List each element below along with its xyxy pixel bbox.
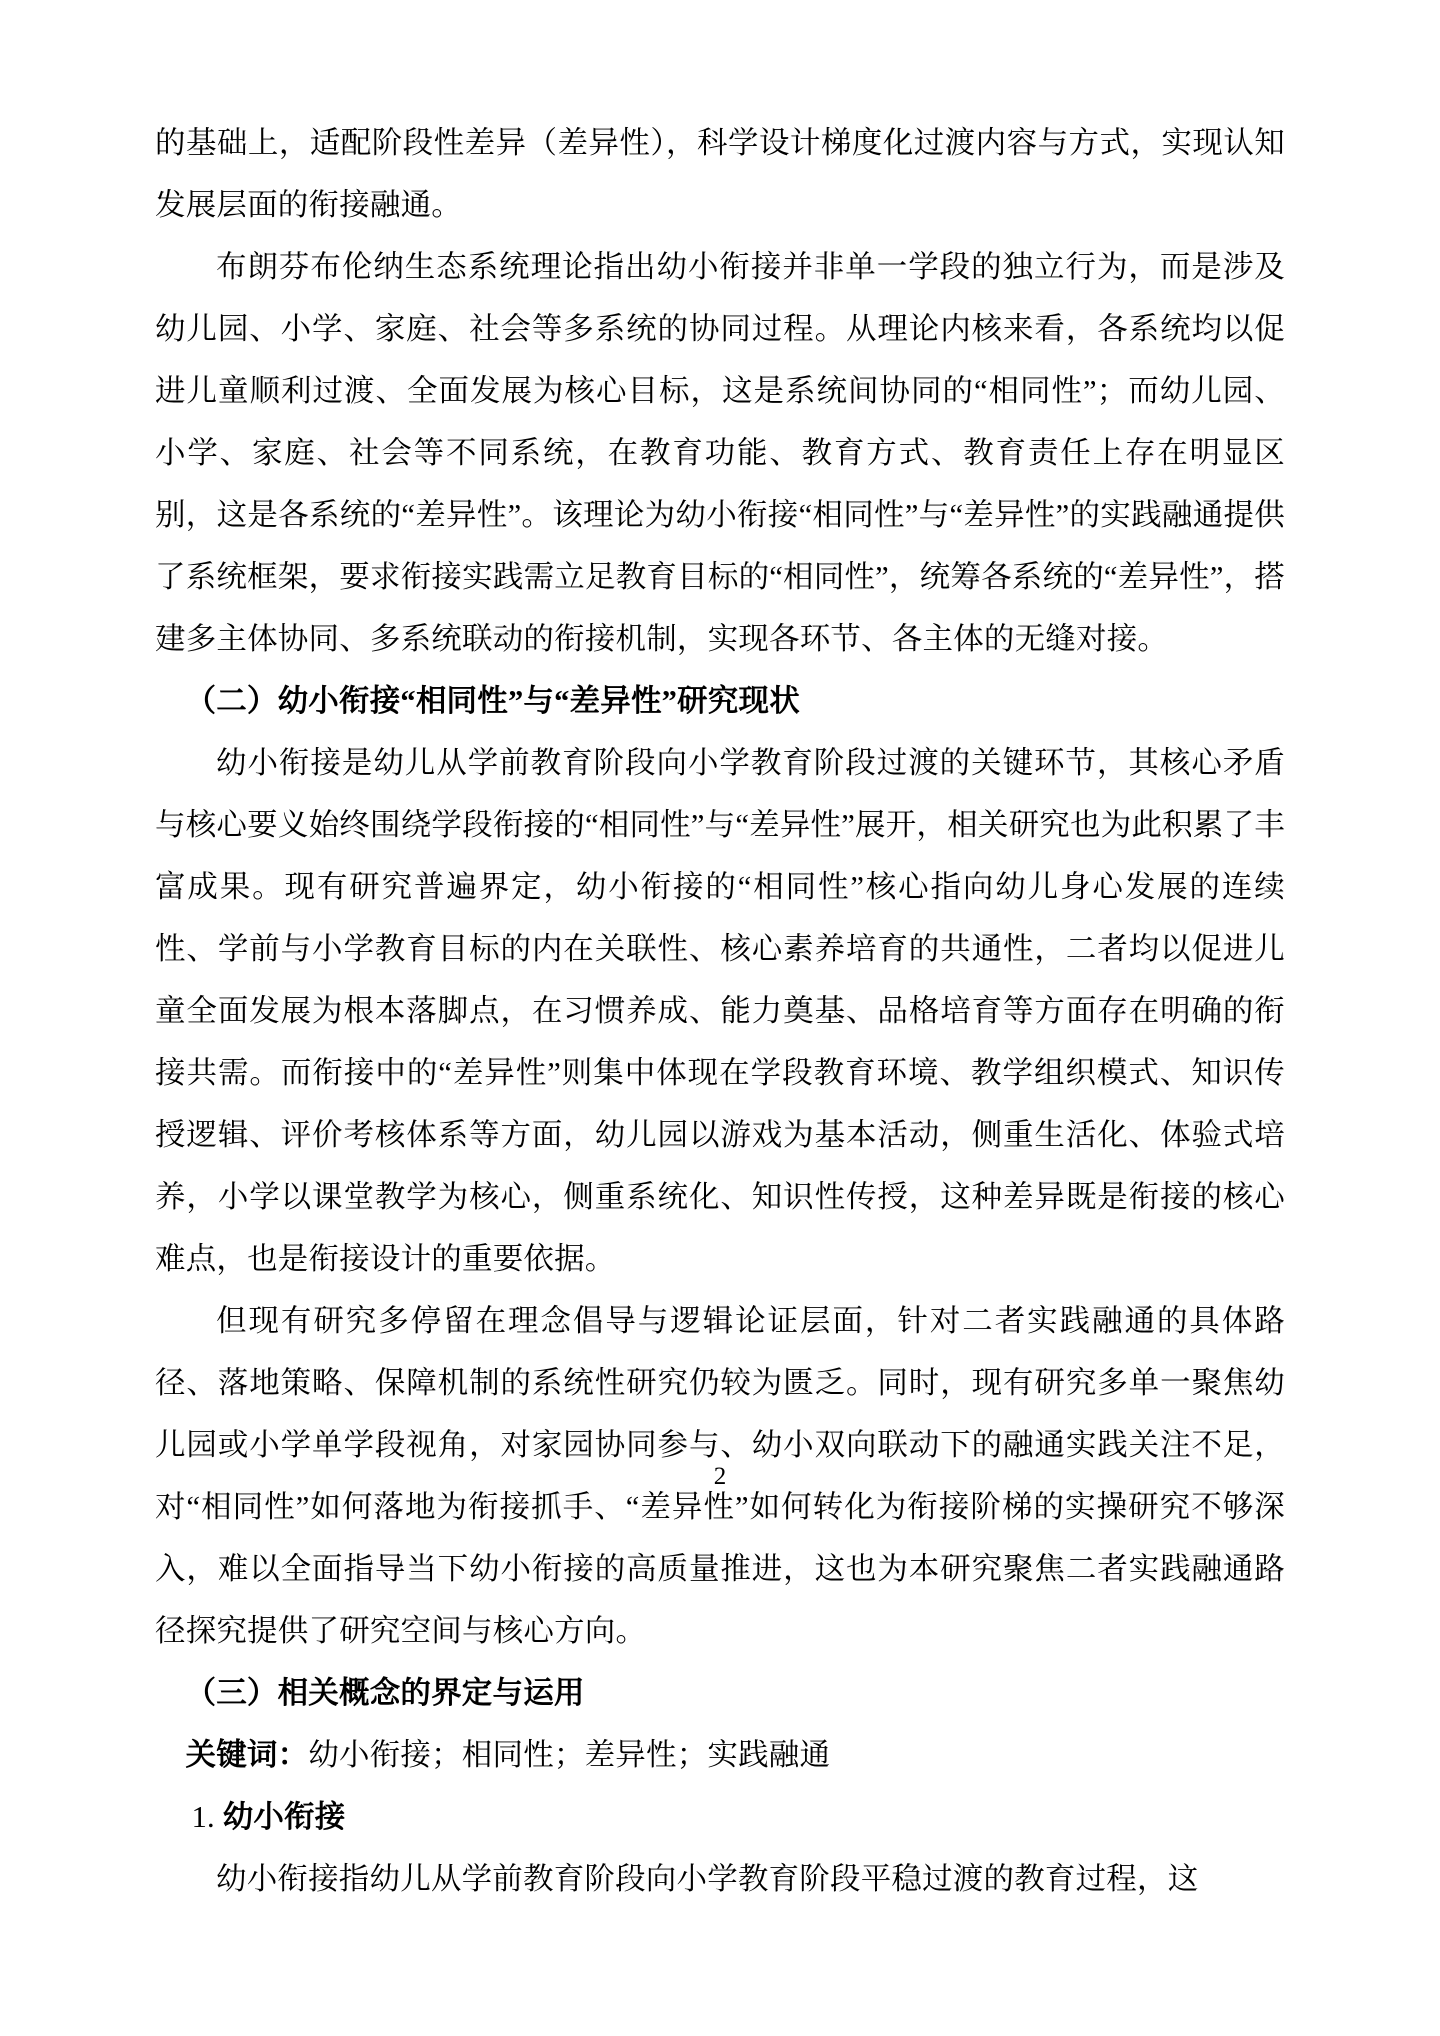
keywords-line (155, 1724, 1285, 1786)
paragraph-research-status-second: 但现有研究多停留在理念倡导与逻辑论证层面，针对二者实践融通的具体路径、落地策略、保障机制的系统性研究仍较为匮乏。同时，现有研究多单一聚焦幼儿园或小学单学段视角，对家园协同参与、幼小双向联动下的融通实践关注不足，对“相同性”如何落地为衔接抓手、“差异性”如何转化为衔接阶梯的实操研究不够深入，难以全面指导当下幼小衔接的高质量推进，这也为本研究聚焦二者实践融通路径探究提供了研究空间与核心方向。 (155, 1304, 1285, 1648)
paragraph-continuation: 的基础上，适配阶段性差异（差异性），科学设计梯度化过渡内容与方式，实现认知发展层面的衔接融通。 (155, 126, 1285, 222)
paragraph-ecological-systems-theory: 布朗芬布伦纳生态系统理论指出幼小衔接并非单一学段的独立行为，而是涉及幼儿园、小学、家庭、社会等多系统的协同过程。从理论内核来看，各系统均以促进儿童顺利过渡、全面发展为核心目标，这是系统间协同的“相同性”；而幼儿园、小学、家庭、社会等不同系统，在教育功能、教育方式、教育责任上存在明显区别，这是各系统的“差异性”。该理论为幼小衔接“相同性”与“差异性”的实践融通提供了系统框架，要求衔接实践需立足教育目标的“相同性”，统筹各系统的“差异性”，搭建多主体协同、多系统联动的衔接机制，实现各环节、各主体的无缝对接。 (155, 250, 1285, 656)
subheading-text: 幼小衔接 (222, 1800, 346, 1834)
paragraph-definition-transition: 幼小衔接指幼儿从学前教育阶段向小学教育阶段平稳过渡的教育过程，这 (216, 1862, 1199, 1896)
keywords-value: 幼小衔接；相同性；差异性；实践融通 (308, 1738, 831, 1772)
heading-section-three: （三）相关概念的界定与运用 (185, 1676, 585, 1710)
page-number: 2 (713, 1463, 727, 1490)
subheading-number: 1. (191, 1800, 215, 1834)
keywords-label: 关键词： (185, 1738, 309, 1772)
page-body (155, 112, 1285, 1910)
heading-section-two: （二）幼小衔接“相同性”与“差异性”研究现状 (185, 684, 800, 718)
subheading-one (155, 1786, 1285, 1848)
paragraph-research-status-first: 幼小衔接是幼儿从学前教育阶段向小学教育阶段过渡的关键环节，其核心矛盾与核心要义始终围绕学段衔接的“相同性”与“差异性”展开，相关研究也为此积累了丰富成果。现有研究普遍界定，幼小衔接的“相同性”核心指向幼儿身心发展的连续性、学前与小学教育目标的内在关联性、核心素养培育的共通性，二者均以促进儿童全面发展为根本落脚点，在习惯养成、能力奠基、品格培育等方面存在明确的衔接共需。而衔接中的“差异性”则集中体现在学段教育环境、教学组织模式、知识传授逻辑、评价考核体系等方面，幼儿园以游戏为基本活动，侧重生活化、体验式培养，小学以课堂教学为核心，侧重系统化、知识性传授，这种差异既是衔接的核心难点，也是衔接设计的重要依据。 (155, 746, 1285, 1276)
